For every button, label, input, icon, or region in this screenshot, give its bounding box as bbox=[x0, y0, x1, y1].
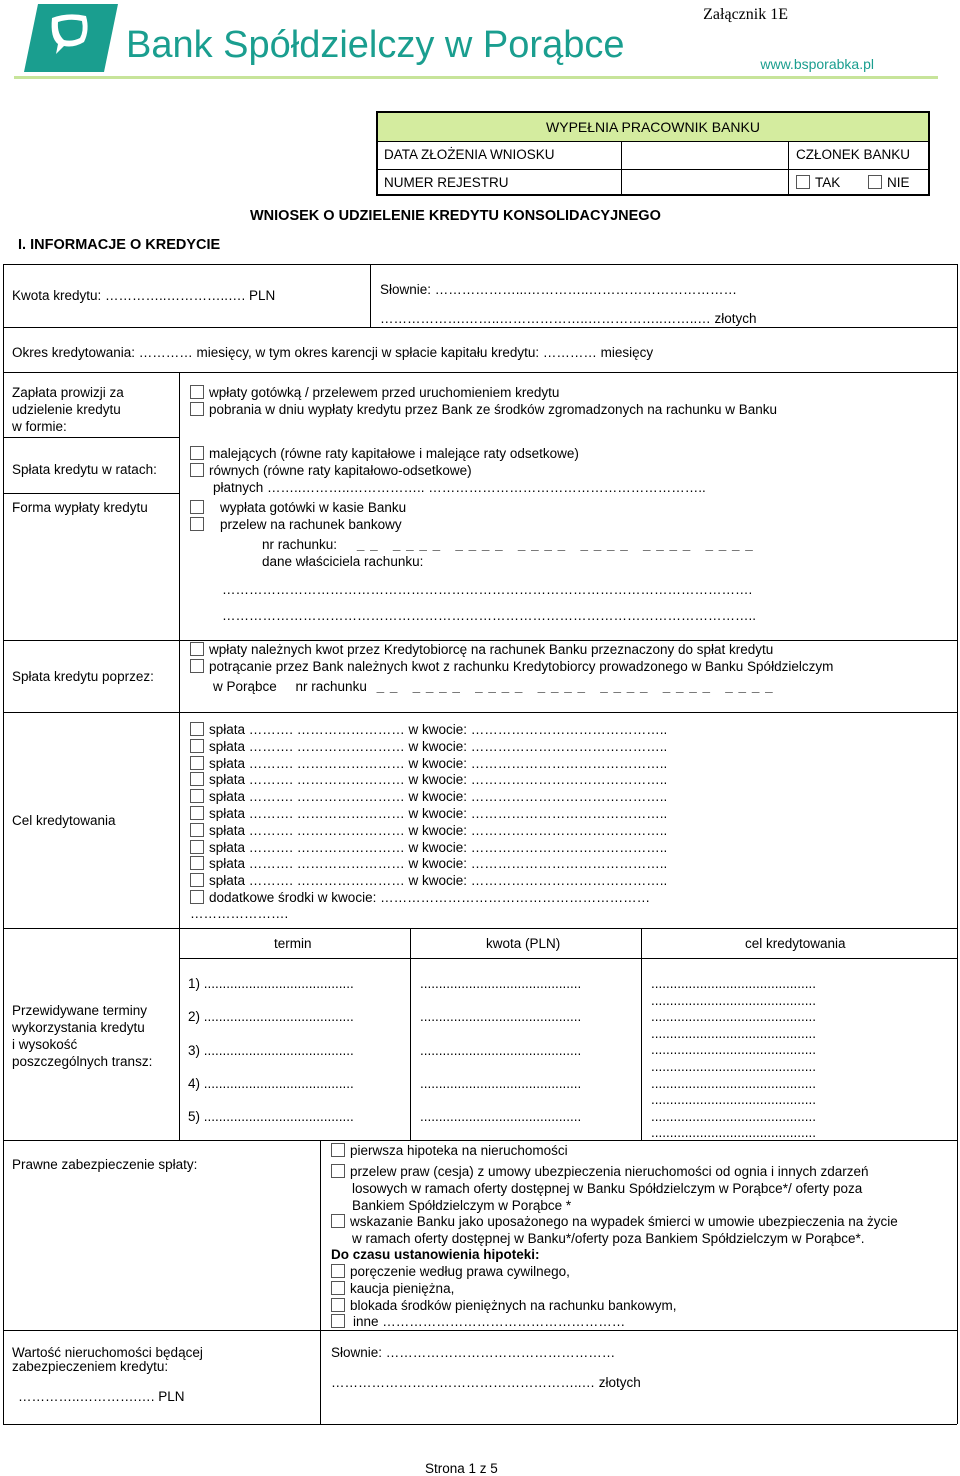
commission-deduct-checkbox[interactable] bbox=[190, 402, 204, 416]
commission-deduct-label: pobrania w dniu wypłaty kredytu przez Bank ze środków zgromadzonych na rachunku w Banku bbox=[209, 402, 778, 417]
tranche-term-field[interactable]: 5) ........................................ bbox=[188, 1109, 354, 1125]
security-cession-line-2: losowych w ramach oferty dostępnej w Banku Spółdzielczym w Porąbce*/ oferty poza bbox=[352, 1181, 863, 1196]
tranche-purpose-field[interactable]: ............................................ bbox=[651, 1108, 817, 1124]
tranche-purpose-field[interactable]: ............................................ bbox=[651, 976, 817, 991]
purpose-row-text[interactable]: spłata ………. …………………… w kwocie: …………………………………….. bbox=[209, 806, 668, 821]
commission-cash-checkbox[interactable] bbox=[190, 385, 204, 399]
tranche-purpose-field[interactable]: ............................................ bbox=[651, 1059, 817, 1074]
purpose-row[interactable] bbox=[190, 789, 667, 804]
section-heading: I. INFORMACJE O KREDYCIE bbox=[18, 237, 221, 253]
property-value-field[interactable]: …………..………….…. PLN bbox=[18, 1389, 185, 1404]
security-cession-label: przelew praw (cesja) z umowy ubezpieczenia nieruchomości od ognia i innych zdarzeń bbox=[350, 1164, 869, 1179]
decreasing-installments-checkbox[interactable] bbox=[190, 446, 204, 460]
repayment-label: Spłata kredytu poprzez: bbox=[12, 669, 154, 684]
purpose-row-text[interactable]: dodatkowe środki w kwocie: …………………………………………………… bbox=[209, 890, 651, 905]
purpose-extra-dots[interactable]: …………………. bbox=[190, 906, 289, 921]
purpose-row[interactable] bbox=[190, 806, 667, 821]
bank-name: Bank Spółdzielczy w Porąbce bbox=[126, 24, 625, 66]
property-label-1: Wartość nieruchomości będącej bbox=[12, 1345, 203, 1360]
security-surety-checkbox[interactable] bbox=[331, 1264, 345, 1278]
commission-label-1: Zapłata prowizji za bbox=[12, 385, 124, 400]
date-label: DATA ZŁOŻENIA WNIOSKU bbox=[384, 147, 555, 162]
purpose-row-text[interactable]: spłata ………. …………………… w kwocie: …………………………………….. bbox=[209, 755, 668, 771]
security-cession-checkbox[interactable] bbox=[331, 1164, 345, 1178]
installments-label: Spłata kredytu w ratach: bbox=[12, 462, 157, 477]
purpose-checkbox[interactable] bbox=[190, 789, 204, 803]
security-block-checkbox[interactable] bbox=[331, 1298, 345, 1312]
equal-installments-checkbox[interactable] bbox=[190, 463, 204, 477]
purpose-row[interactable] bbox=[190, 739, 667, 754]
repayment-account-row[interactable] bbox=[213, 679, 774, 694]
security-cession-line-3: Bankiem Spółdzielczym w Porąbce * bbox=[352, 1198, 572, 1213]
tranche-purpose-field[interactable]: ............................................ bbox=[651, 1042, 817, 1058]
col-amount-header: kwota (PLN) bbox=[486, 936, 561, 951]
security-deposit-checkbox[interactable] bbox=[331, 1281, 345, 1295]
security-until-heading: Do czasu ustanowienia hipoteki: bbox=[331, 1247, 540, 1262]
form-title: WNIOSEK O UDZIELENIE KREDYTU KONSOLIDACYJNEGO bbox=[250, 208, 661, 224]
website-link[interactable]: www.bsporabka.pl bbox=[760, 56, 874, 72]
tranche-term-field[interactable]: 1) ........................................ bbox=[188, 976, 354, 991]
purpose-checkbox[interactable] bbox=[190, 756, 204, 770]
purpose-checkbox[interactable] bbox=[190, 772, 204, 786]
tranche-amount-field[interactable]: ........................................... bbox=[420, 1042, 582, 1058]
security-mortgage-checkbox[interactable] bbox=[331, 1143, 345, 1157]
installments-payable-field[interactable]: płatnych ……..………..…………….. …………………………………………………….. bbox=[213, 480, 706, 495]
col-purpose-header: cel kredytowania bbox=[745, 936, 846, 951]
purpose-row[interactable] bbox=[190, 823, 667, 838]
member-label: CZŁONEK BANKU bbox=[796, 147, 911, 162]
decreasing-installments-label: malejących (równe raty kapitałowe i malejące raty odsetkowe) bbox=[209, 446, 579, 461]
bank-staff-box bbox=[376, 111, 930, 196]
member-no-label: NIE bbox=[887, 175, 910, 190]
tranche-amount-field[interactable]: ........................................... bbox=[420, 976, 582, 991]
payout-transfer-label: przelew na rachunek bankowy bbox=[220, 517, 402, 532]
purpose-row[interactable] bbox=[190, 856, 667, 871]
tranche-purpose-field[interactable]: ............................................ bbox=[651, 1075, 817, 1091]
purpose-checkbox[interactable] bbox=[190, 823, 204, 837]
annex-label: Załącznik 1E bbox=[703, 6, 788, 23]
payout-transfer-checkbox[interactable] bbox=[190, 517, 204, 531]
tranche-purpose-field[interactable]: ............................................ bbox=[651, 1009, 817, 1025]
tranche-amount-field[interactable]: ........................................... bbox=[420, 1075, 582, 1091]
tranche-term-field[interactable]: 2) ........................................ bbox=[188, 1009, 354, 1025]
tranche-purpose-field[interactable]: ............................................ bbox=[651, 992, 817, 1008]
tranche-purpose-field[interactable]: ............................................ bbox=[651, 1025, 817, 1041]
payout-cash-label: wypłata gotówki w kasie Banku bbox=[220, 500, 407, 515]
commission-label-3: w formie: bbox=[12, 419, 67, 434]
tranche-amount-field[interactable]: ........................................... bbox=[420, 1109, 582, 1125]
register-label: NUMER REJESTRU bbox=[384, 175, 509, 190]
payout-account-label: nr rachunku: bbox=[262, 537, 338, 552]
purpose-row[interactable] bbox=[190, 840, 667, 855]
member-yes-checkbox[interactable] bbox=[796, 175, 810, 189]
security-other-field[interactable]: inne ……………………………………………… bbox=[353, 1314, 626, 1329]
security-block-label: blokada środków pieniężnych na rachunku bankowym, bbox=[350, 1298, 677, 1313]
tranche-term-field[interactable]: 3) ........................................ bbox=[188, 1042, 354, 1058]
purpose-checkbox[interactable] bbox=[190, 806, 204, 820]
header-divider bbox=[14, 76, 938, 79]
property-label-2: zabezpieczeniem kredytu: bbox=[12, 1359, 169, 1374]
bank-logo-icon bbox=[24, 4, 118, 72]
tranches-label-1: Przewidywane terminy bbox=[12, 1003, 148, 1018]
purpose-row-text[interactable]: spłata ………. …………………… w kwocie: …………………………………….. bbox=[209, 856, 668, 872]
loan-period-field[interactable]: Okres kredytowania: ………… miesięcy, w tym okres karencji w spłacie kapitału kredytu: ………… miesięcy bbox=[12, 345, 654, 360]
bank-staff-header: WYPEŁNIA PRACOWNIK BANKU bbox=[378, 113, 928, 142]
purpose-row[interactable] bbox=[190, 772, 667, 787]
repayment-deposit-label: wpłaty należnych kwot przez Kredytobiorcę na rachunek Banku przeznaczony do spłat kredytu bbox=[209, 642, 774, 657]
equal-installments-label: równych (równe raty kapitałowo-odsetkowe) bbox=[209, 463, 472, 478]
payout-owner-dots-2[interactable]: ……………………………………………………………………………………………………….. bbox=[222, 608, 757, 623]
date-field[interactable] bbox=[622, 141, 788, 169]
property-words-line1[interactable]: Słownie: …………………………………………… bbox=[331, 1345, 616, 1360]
repayment-account-label: w Porąbce nr rachunku bbox=[213, 679, 367, 694]
purpose-checkbox[interactable] bbox=[190, 840, 204, 854]
tranche-term-field[interactable]: 4) ........................................ bbox=[188, 1075, 354, 1091]
purpose-label: Cel kredytowania bbox=[12, 813, 116, 828]
repayment-deposit-checkbox[interactable] bbox=[190, 642, 204, 656]
register-row bbox=[378, 169, 928, 197]
purpose-row[interactable] bbox=[190, 890, 650, 905]
payout-account-mask[interactable]: _ _ _ _ _ _ _ _ _ _ _ _ _ _ _ _ _ _ _ _ _ _ _ _ _ _ bbox=[356, 537, 754, 552]
repayment-deduct-checkbox[interactable] bbox=[190, 659, 204, 673]
purpose-row-text[interactable]: spłata ………. …………………… w kwocie: …………………………………….. bbox=[209, 738, 668, 754]
page-number: Strona 1 z 5 bbox=[425, 1461, 498, 1476]
security-beneficiary-checkbox[interactable] bbox=[331, 1214, 345, 1228]
tranches-label-3: i wysokość bbox=[12, 1037, 78, 1052]
purpose-checkbox[interactable] bbox=[190, 739, 204, 753]
purpose-checkbox[interactable] bbox=[190, 722, 204, 736]
payout-account-row[interactable] bbox=[262, 537, 754, 552]
tranches-label-2: wykorzystania kredytu bbox=[12, 1020, 145, 1035]
repayment-deduct-label: potrącanie przez Bank należnych kwot z rachunku Kredytobiorcy prowadzonego w Banku Spółdzielczym bbox=[209, 659, 834, 674]
commission-label-2: udzielenie kredytu bbox=[12, 402, 121, 417]
purpose-row-text[interactable]: spłata ………. …………………… w kwocie: …………………………………….. bbox=[209, 789, 668, 805]
purpose-row-text[interactable]: spłata ………. …………………… w kwocie: …………………………………….. bbox=[209, 839, 668, 855]
purpose-row[interactable] bbox=[190, 722, 667, 737]
col-term-header: termin bbox=[274, 936, 312, 951]
tranches-label-4: poszczególnych transz: bbox=[12, 1054, 153, 1069]
tranche-purpose-field[interactable]: ............................................ bbox=[651, 1125, 817, 1141]
purpose-checkbox[interactable] bbox=[190, 873, 204, 887]
purpose-row-text[interactable]: spłata ………. …………………… w kwocie: …………………………………….. bbox=[209, 772, 668, 788]
payout-owner-label: dane właściciela rachunku: bbox=[262, 554, 424, 569]
purpose-row[interactable] bbox=[190, 873, 667, 888]
loan-amount-field[interactable]: Kwota kredytu: …………..…………..…. PLN bbox=[12, 288, 276, 303]
payout-owner-dots-1[interactable]: ………………………………………………………………………………………………………. bbox=[222, 582, 753, 597]
purpose-row-text[interactable]: spłata ………. …………………… w kwocie: …………………………………….. bbox=[209, 722, 668, 737]
amount-words-line2[interactable]: ……………….……..………………..……………..……..… złotych bbox=[380, 311, 757, 326]
amount-words-line1[interactable]: Słownie: ………………...…………..…………………………… bbox=[380, 282, 738, 297]
security-label: Prawne zabezpieczenie spłaty: bbox=[12, 1157, 198, 1172]
payout-cash-checkbox[interactable] bbox=[190, 500, 204, 514]
purpose-row[interactable] bbox=[190, 756, 667, 771]
security-beneficiary-label: wskazanie Banku jako uposażonego na wypadek śmierci w umowie ubezpieczenia na życie bbox=[350, 1214, 898, 1229]
register-field[interactable] bbox=[622, 169, 788, 197]
repayment-account-mask[interactable]: _ _ _ _ _ _ _ _ _ _ _ _ _ _ _ _ _ _ _ _ _ _ _ _ _ _ bbox=[376, 679, 774, 694]
purpose-checkbox[interactable] bbox=[190, 890, 204, 904]
tranche-amount-field[interactable]: ........................................... bbox=[420, 1009, 582, 1025]
security-deposit-label: kaucja pieniężna, bbox=[350, 1281, 455, 1296]
member-no-checkbox[interactable] bbox=[868, 175, 882, 189]
member-yes-label: TAK bbox=[815, 175, 841, 190]
purpose-row-text[interactable]: spłata ………. …………………… w kwocie: …………………………………….. bbox=[209, 822, 668, 838]
bank-logo bbox=[24, 4, 118, 72]
commission-cash-label: wpłaty gotówką / przelewem przed uruchomieniem kredytu bbox=[209, 385, 560, 400]
security-beneficiary-line-2: w ramach oferty dostępnej w Banku*/oferty poza Bankiem Spółdzielczym w Porąbce*. bbox=[352, 1231, 865, 1246]
tranche-purpose-field[interactable]: ............................................ bbox=[651, 1092, 817, 1108]
security-other-checkbox[interactable] bbox=[331, 1314, 345, 1328]
security-surety-label: poręczenie według prawa cywilnego, bbox=[350, 1264, 570, 1279]
property-words-line2[interactable]: ………………………………………………..… złotych bbox=[331, 1375, 641, 1390]
security-mortgage-label: pierwsza hipoteka na nieruchomości bbox=[350, 1143, 568, 1158]
date-row bbox=[378, 141, 928, 170]
payout-label: Forma wypłaty kredytu bbox=[12, 500, 148, 515]
purpose-row-text[interactable]: spłata ………. …………………… w kwocie: …………………………………….. bbox=[209, 873, 668, 889]
purpose-checkbox[interactable] bbox=[190, 856, 204, 870]
